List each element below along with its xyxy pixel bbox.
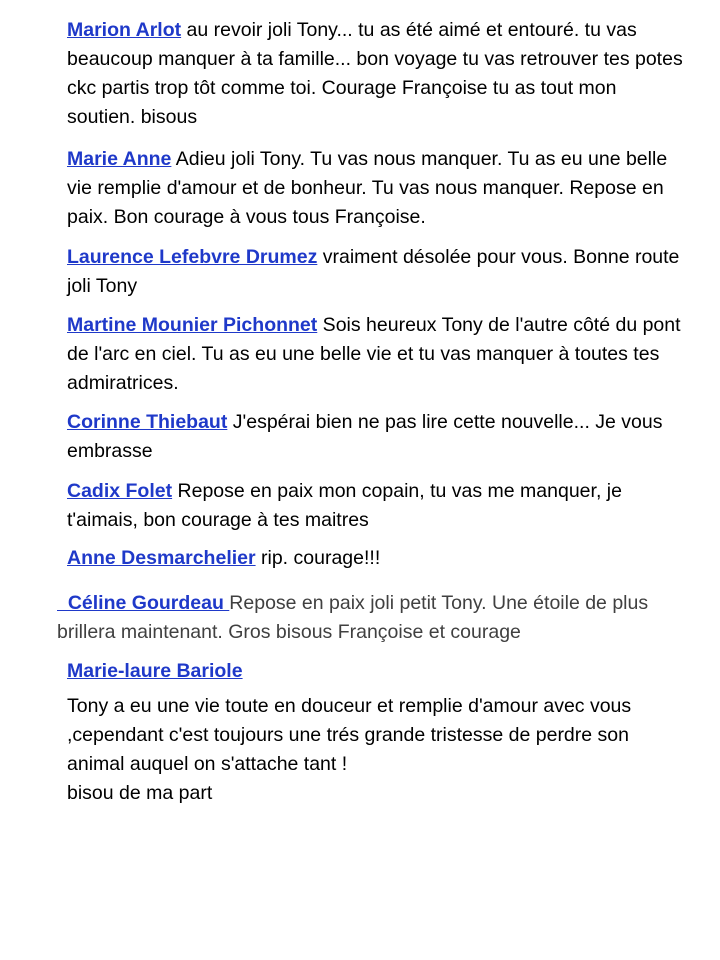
comment-martine-mounier-pichonnet: [67, 311, 687, 398]
comment-marion-arlot: [67, 16, 687, 132]
author-link-corinne-thiebaut[interactable]: Corinne Thiebaut: [67, 411, 228, 433]
comment-anne-desmarchelier: [67, 544, 687, 573]
author-link-marie-anne[interactable]: Marie Anne: [67, 148, 172, 170]
comment-text: Sois heureux Tony de l'autre côté du pont de l'arc en ciel. Tu as eu une belle vie et tu vas manquer à toutes tes admiratrices.: [67, 314, 681, 394]
comment-text: vraiment désolée pour vous. Bonne route joli Tony: [67, 246, 680, 297]
author-link-marion-arlot[interactable]: Marion Arlot: [67, 19, 182, 41]
comment-text: Adieu joli Tony. Tu vas nous manquer. Tu as eu une belle vie remplie d'amour et de bonheur. Tu vas nous manquer. Repose en paix. Bon courage à vous tous Françoise.: [67, 148, 668, 228]
author-link-celine-gourdeau[interactable]: Céline Gourdeau: [57, 592, 230, 614]
comment-text: au revoir joli Tony... tu as été aimé et entouré. tu vas beaucoup manquer à ta famille... bon voyage tu vas retrouver tes potes ckc partis trop tôt comme toi. Courage Françoise tu as tout mon soutien. bisous: [67, 19, 683, 128]
comment-marie-anne: [67, 145, 687, 232]
comment-text: rip. courage!!!: [255, 547, 381, 569]
author-link-laurence-lefebvre-drumez[interactable]: Laurence Lefebvre Drumez: [67, 246, 318, 268]
comment-cadix-folet: [67, 477, 687, 535]
comment-corinne-thiebaut: [67, 408, 687, 466]
comment-laurence-lefebvre-drumez: [67, 243, 687, 301]
author-link-anne-desmarchelier[interactable]: Anne Desmarchelier: [67, 547, 256, 569]
comment-marie-laure-bariole: [67, 657, 687, 808]
comment-text-signoff: bisou de ma part: [67, 782, 213, 804]
author-link-cadix-folet[interactable]: Cadix Folet: [67, 480, 173, 502]
comment-text: Repose en paix mon copain, tu vas me manquer, je t'aimais, bon courage à tes maitres: [67, 480, 622, 531]
comment-text: J'espérai bien ne pas lire cette nouvelle... Je vous embrasse: [67, 411, 663, 462]
comment-celine-gourdeau: [57, 589, 687, 647]
comment-text: Tony a eu une vie toute en douceur et remplie d'amour avec vous ,cependant c'est toujours une trés grande tristesse de perdre son animal auquel on s'attache tant !: [67, 695, 632, 775]
author-link-martine-mounier-pichonnet[interactable]: Martine Mounier Pichonnet: [67, 314, 318, 336]
comment-text: Repose en paix joli petit Tony. Une étoile de plus brillera maintenant. Gros bisous Françoise et courage: [57, 592, 649, 643]
author-link-marie-laure-bariole[interactable]: Marie-laure Bariole: [67, 660, 243, 682]
